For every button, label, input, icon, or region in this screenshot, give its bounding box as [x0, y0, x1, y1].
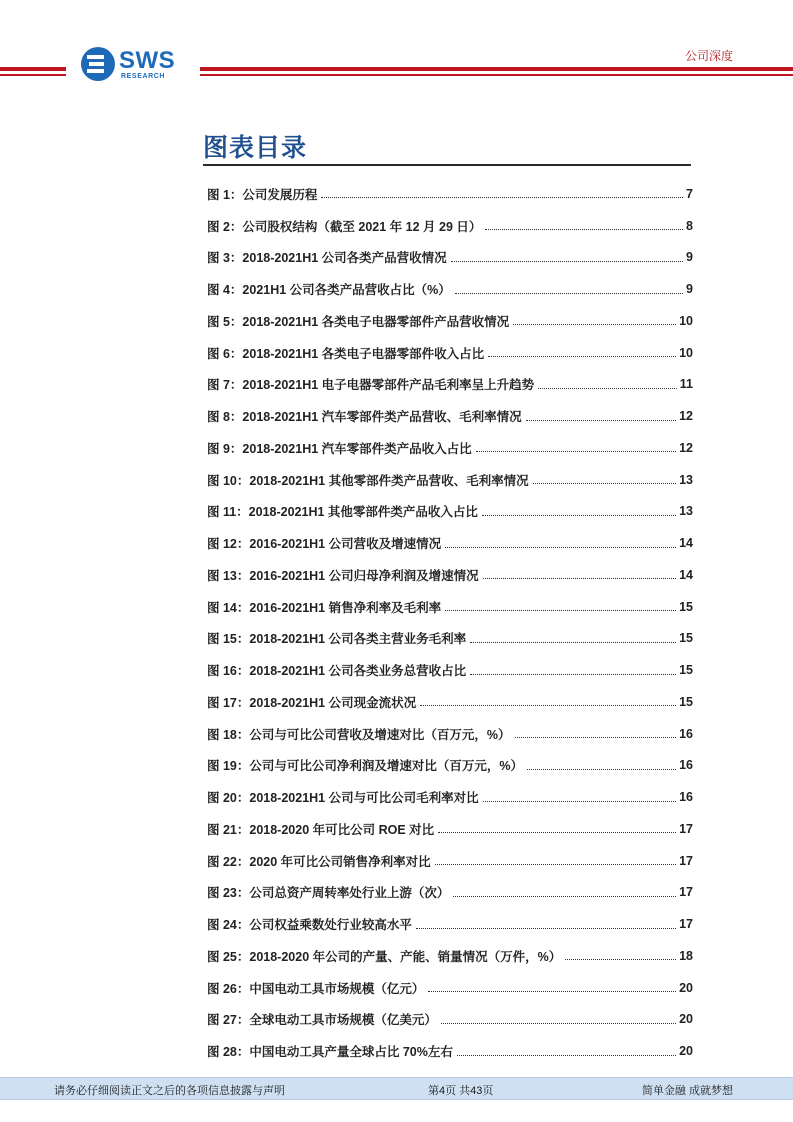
- toc-entry-label: 图 9：2018-2021H1 汽车零部件类产品收入占比: [207, 441, 472, 456]
- toc-leader-dots: [515, 737, 677, 738]
- footer-slogan: 简单金融 成就梦想: [641, 1085, 733, 1097]
- toc-entry[interactable]: [207, 242, 693, 274]
- toc-leader-dots: [470, 674, 676, 675]
- header-rule-left: [0, 67, 66, 71]
- toc-entry[interactable]: [207, 559, 693, 591]
- toc-leader-dots: [565, 959, 676, 960]
- footer-disclaimer: 请务必仔细阅读正文之后的各项信息披露与声明: [54, 1085, 285, 1097]
- toc-entry-page: 9: [686, 250, 693, 265]
- toc-leader-dots: [441, 1023, 676, 1024]
- toc-leader-dots: [513, 324, 676, 325]
- toc-entry[interactable]: [207, 940, 693, 972]
- header-rule-left-thin: [0, 74, 66, 76]
- toc-entry[interactable]: [207, 337, 693, 369]
- toc-entry[interactable]: [207, 178, 693, 210]
- toc-entry-page: 17: [679, 853, 693, 868]
- toc-entry-page: 15: [679, 599, 693, 614]
- toc-leader-dots: [526, 420, 676, 421]
- toc-entry-page: 16: [679, 726, 693, 741]
- toc-entry-label: 图 3：2018-2021H1 公司各类产品营收情况: [207, 251, 447, 266]
- toc-entry-page: 20: [679, 1012, 693, 1027]
- toc-leader-dots: [476, 451, 676, 452]
- toc-entry-label: 图 24：公司权益乘数处行业较高水平: [207, 918, 412, 933]
- toc-entry-page: 17: [679, 917, 693, 932]
- document-type: 公司深度: [684, 49, 733, 63]
- toc-entry[interactable]: [207, 1004, 693, 1036]
- toc-entry-page: 18: [679, 948, 693, 963]
- toc-leader-dots: [488, 356, 676, 357]
- toc-leader-dots: [470, 642, 676, 643]
- toc-leader-dots: [445, 547, 676, 548]
- toc-entry-label: 图 22：2020 年可比公司销售净利率对比: [207, 854, 431, 869]
- toc-entry[interactable]: [207, 400, 693, 432]
- toc-entry[interactable]: [207, 718, 693, 750]
- toc-entry-label: 图 6：2018-2021H1 各类电子电器零部件收入占比: [207, 346, 485, 361]
- toc-entry-page: 15: [679, 631, 693, 646]
- toc-entry-label: 图 20：2018-2021H1 公司与可比公司毛利率对比: [207, 791, 479, 806]
- toc-entry-label: 图 14：2016-2021H1 销售净利率及毛利率: [207, 600, 442, 615]
- toc-entry-page: 17: [679, 885, 693, 900]
- toc-entry-label: 图 15：2018-2021H1 公司各类主营业务毛利率: [207, 632, 467, 647]
- header-rule-right: [200, 67, 793, 71]
- toc-entry-page: 15: [679, 694, 693, 709]
- toc-entry[interactable]: [207, 845, 693, 877]
- toc-leader-dots: [457, 1055, 676, 1056]
- toc-entry-label: 图 27：全球电动工具市场规模（亿美元）: [207, 1013, 437, 1028]
- toc-leader-dots: [445, 610, 676, 611]
- toc-entry[interactable]: [207, 464, 693, 496]
- toc-entry-label: 图 23：公司总资产周转率处行业上游（次）: [207, 886, 450, 901]
- toc-leader-dots: [453, 896, 676, 897]
- toc-entry-page: 10: [679, 345, 693, 360]
- toc-entry[interactable]: [207, 781, 693, 813]
- toc-entry-page: 13: [679, 472, 693, 487]
- sws-logo-icon: [80, 46, 116, 82]
- toc-entry[interactable]: [207, 623, 693, 655]
- toc-entry[interactable]: [207, 813, 693, 845]
- toc-entry-label: 图 2：公司股权结构（截至 2021 年 12 月 29 日）: [207, 219, 482, 234]
- toc-entry[interactable]: [207, 210, 693, 242]
- toc-entry-page: 15: [679, 663, 693, 678]
- toc-entry-label: 图 8：2018-2021H1 汽车零部件类产品营收、毛利率情况: [207, 410, 522, 425]
- toc-entry[interactable]: [207, 1035, 693, 1067]
- toc-entry-page: 8: [686, 218, 693, 233]
- toc-entry-label: 图 13：2016-2021H1 公司归母净利润及增速情况: [207, 568, 479, 583]
- toc-entry-page: 7: [686, 186, 693, 201]
- toc-entry[interactable]: [207, 432, 693, 464]
- toc-entry-page: 20: [679, 980, 693, 995]
- sws-logo: [80, 46, 190, 86]
- toc-entry-page: 13: [679, 504, 693, 519]
- toc-entry[interactable]: [207, 591, 693, 623]
- toc-entry-page: 10: [679, 313, 693, 328]
- toc-entry-label: 图 17：2018-2021H1 公司现金流状况: [207, 695, 417, 710]
- toc-entry-label: 图 7：2018-2021H1 电子电器零部件产品毛利率呈上升趋势: [207, 378, 535, 393]
- toc-entry[interactable]: [207, 686, 693, 718]
- toc-entry-label: 图 26：中国电动工具市场规模（亿元）: [207, 981, 425, 996]
- toc-leader-dots: [533, 483, 676, 484]
- toc-entry[interactable]: [207, 273, 693, 305]
- page-footer: [0, 1077, 793, 1100]
- toc-leader-dots: [428, 991, 676, 992]
- toc-leader-dots: [483, 801, 676, 802]
- toc-entry-page: 17: [679, 821, 693, 836]
- toc-entry-label: 图 10：2018-2021H1 其他零部件类产品营收、毛利率情况: [207, 473, 529, 488]
- toc-leader-dots: [321, 197, 683, 198]
- toc-entry-page: 20: [679, 1044, 693, 1059]
- toc-entry[interactable]: [207, 908, 693, 940]
- logo-brand-text: SWS: [119, 47, 176, 74]
- logo-brand-subtext: RESEARCH: [121, 73, 166, 80]
- toc-entry[interactable]: [207, 654, 693, 686]
- toc-leader-dots: [527, 769, 676, 770]
- toc-entry[interactable]: [207, 877, 693, 909]
- toc-entry[interactable]: [207, 496, 693, 528]
- toc-leader-dots: [455, 293, 683, 294]
- page-title: 图表目录: [203, 134, 308, 162]
- toc-entry[interactable]: [207, 972, 693, 1004]
- toc-entry-label: 图 11：2018-2021H1 其他零部件类产品收入占比: [207, 505, 478, 520]
- toc-entry-page: 12: [679, 440, 693, 455]
- toc-leader-dots: [438, 832, 676, 833]
- toc-entry-label: 图 21：2018-2020 年可比公司 ROE 对比: [207, 822, 435, 837]
- toc-leader-dots: [485, 229, 683, 230]
- toc-entry-label: 图 4：2021H1 公司各类产品营收占比（%）: [207, 283, 451, 298]
- toc-leader-dots: [482, 515, 676, 516]
- figure-list: [207, 178, 693, 1067]
- toc-entry[interactable]: [207, 527, 693, 559]
- footer-page-info: 第4页 共43页: [428, 1085, 494, 1097]
- toc-leader-dots: [538, 388, 677, 389]
- toc-entry[interactable]: [207, 369, 693, 401]
- title-divider: [203, 164, 691, 166]
- toc-entry-label: 图 19：公司与可比公司净利润及增速对比（百万元，%）: [207, 759, 523, 774]
- toc-entry-page: 14: [679, 567, 693, 582]
- toc-leader-dots: [416, 928, 676, 929]
- toc-leader-dots: [451, 261, 683, 262]
- toc-entry-label: 图 25：2018-2020 年公司的产量、产能、销量情况（万件，%）: [207, 949, 562, 964]
- toc-entry-page: 12: [679, 409, 693, 424]
- toc-entry-label: 图 5：2018-2021H1 各类电子电器零部件产品营收情况: [207, 314, 510, 329]
- toc-leader-dots: [435, 864, 676, 865]
- toc-entry[interactable]: [207, 750, 693, 782]
- toc-entry-label: 图 28：中国电动工具产量全球占比 70%左右: [207, 1045, 453, 1060]
- toc-entry-page: 16: [679, 790, 693, 805]
- toc-leader-dots: [483, 578, 676, 579]
- toc-entry[interactable]: [207, 305, 693, 337]
- toc-entry-page: 9: [686, 282, 693, 297]
- toc-entry-page: 14: [679, 536, 693, 551]
- toc-entry-label: 图 12：2016-2021H1 公司营收及增速情况: [207, 537, 442, 552]
- toc-entry-label: 图 18：公司与可比公司营收及增速对比（百万元，%）: [207, 727, 511, 742]
- toc-entry-page: 16: [679, 758, 693, 773]
- toc-entry-page: 11: [679, 377, 693, 392]
- toc-entry-label: 图 1：公司发展历程: [207, 187, 318, 202]
- header-rule-right-thin: [200, 74, 793, 76]
- toc-leader-dots: [420, 705, 676, 706]
- toc-entry-label: 图 16：2018-2021H1 公司各类业务总营收占比: [207, 664, 467, 679]
